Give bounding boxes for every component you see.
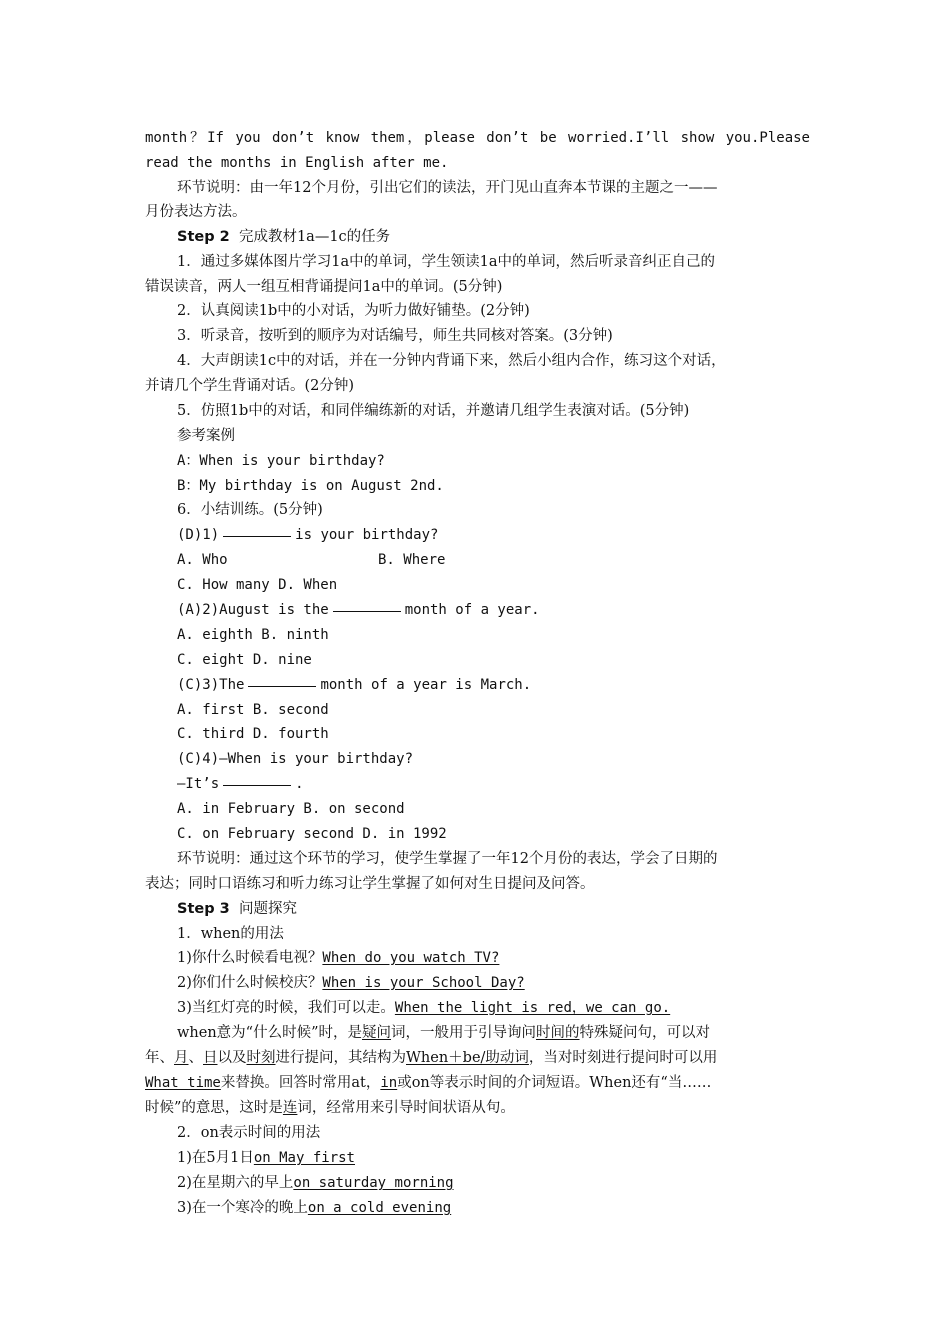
quiz-q3-options-ab: A. first B. second bbox=[177, 702, 329, 718]
quiz-q3 bbox=[177, 675, 810, 695]
note1-line-1: 环节说明：由一年12个月份，引出它们的读法，开门见山直奔本节课的主题之一—— bbox=[177, 180, 718, 196]
explain-fill: What time bbox=[145, 1075, 221, 1091]
explain-fill: in bbox=[380, 1075, 398, 1091]
explain-fill: 时刻 bbox=[246, 1050, 276, 1066]
quiz-q1-suffix: is your birthday? bbox=[295, 527, 439, 543]
when-usage-heading: 1．when的用法 bbox=[177, 926, 284, 942]
quiz-q1-option-b: B. Where bbox=[378, 552, 446, 568]
explain-text: 特殊疑问句，可以对 bbox=[579, 1025, 710, 1041]
when-explain-line-1 bbox=[177, 1023, 810, 1043]
quiz-q2-options-cd: C. eight D. nine bbox=[177, 652, 312, 668]
explain-text: when意为“什么时候”时，是 bbox=[177, 1025, 362, 1041]
task1-line-1: 1．通过多媒体图片学习1a中的单词，学生领读1a中的单词，然后听录音纠正自己的 bbox=[177, 254, 715, 270]
task6: 6．小结训练。(5分钟) bbox=[177, 502, 323, 518]
when-explain-line-4 bbox=[145, 1098, 810, 1118]
task4-line-1: 4．大声朗读1c中的对话，并在一分钟内背诵下来，然后小组内合作，练习这个对话， bbox=[177, 353, 726, 369]
explain-text: 时候”的意思，这时是 bbox=[145, 1100, 283, 1116]
quiz-q4: (C)4)—When is your birthday? bbox=[177, 751, 414, 767]
quiz-q4-options-cd: C. on February second D. in 1992 bbox=[177, 826, 447, 842]
explain-fill: 日 bbox=[203, 1050, 218, 1066]
intro-line-1: month？If you don’t know them，please don’t be worried.I’ll show you.Please bbox=[145, 130, 810, 146]
explain-text: 或on等表示时间的介词短语。When还有“当…… bbox=[397, 1075, 712, 1091]
quiz-q3-options-cd: C. third D. fourth bbox=[177, 726, 329, 742]
explain-text: 词，经常用来引导时间状语从句。 bbox=[297, 1100, 515, 1116]
on-example-1 bbox=[177, 1148, 810, 1168]
when-explain-line-3 bbox=[145, 1073, 810, 1093]
task4-line-2: 并请几个学生背诵对话。(2分钟) bbox=[145, 378, 355, 394]
when-example-2-chinese: 2)你们什么时候校庆？ bbox=[177, 975, 323, 991]
when-example-1 bbox=[177, 948, 810, 968]
explain-text: 、 bbox=[188, 1050, 203, 1066]
quiz-q4-answer bbox=[177, 774, 810, 794]
quiz-q1-option-a: A. Who bbox=[177, 552, 228, 568]
intro-line-2: read the months in English after me. bbox=[145, 155, 449, 171]
on-example-3-chinese: 3)在一个寒冷的晚上 bbox=[177, 1200, 308, 1216]
note2-line-1: 环节说明：通过这个环节的学习，使学生掌握了一年12个月份的表达，学会了日期的 bbox=[177, 851, 718, 867]
when-example-3 bbox=[177, 998, 810, 1018]
explain-text: 以及 bbox=[217, 1050, 247, 1066]
when-example-1-chinese: 1)你什么时候看电视？ bbox=[177, 950, 323, 966]
dialog-a: A：When is your birthday? bbox=[177, 453, 385, 469]
reference-label: 参考案例 bbox=[177, 428, 235, 444]
when-example-2 bbox=[177, 973, 810, 993]
explain-text: 词，一般用于引导询问 bbox=[391, 1025, 536, 1041]
on-example-2-answer: on saturday morning bbox=[293, 1175, 454, 1191]
when-example-1-answer: When do you watch TV? bbox=[322, 950, 500, 966]
quiz-q2-options-ab: A. eighth B. ninth bbox=[177, 627, 329, 643]
explain-fill: 月 bbox=[174, 1050, 189, 1066]
task2: 2．认真阅读1b中的小对话，为听力做好铺垫。(2分钟) bbox=[177, 303, 530, 319]
step2-title: Step 2 bbox=[177, 229, 230, 245]
quiz-q1-options-cd: C. How many D. When bbox=[177, 577, 338, 593]
quiz-q4-options-ab: A. in February B. on second bbox=[177, 801, 405, 817]
step2-heading bbox=[177, 227, 810, 247]
explain-text: 来替换。回答时常用at， bbox=[220, 1075, 381, 1091]
step2-subtitle: 完成教材1a—1c的任务 bbox=[238, 229, 391, 245]
on-example-3-answer: on a cold evening bbox=[307, 1200, 452, 1216]
quiz-q2-prefix: (A)2)August is the bbox=[177, 602, 329, 618]
task3: 3．听录音，按听到的顺序为对话编号，师生共同核对答案。(3分钟) bbox=[177, 328, 613, 344]
quiz-q1 bbox=[177, 525, 810, 545]
quiz-q3-suffix: month of a year is March. bbox=[320, 677, 532, 693]
task5: 5．仿照1b中的对话，和同伴编练新的对话，并邀请几组学生表演对话。(5分钟) bbox=[177, 403, 690, 419]
answer-blank bbox=[223, 784, 291, 786]
explain-text: 进行提问，其结构为 bbox=[275, 1050, 406, 1066]
explain-fill: 疑问 bbox=[362, 1025, 391, 1041]
answer-blank bbox=[223, 535, 291, 537]
explain-text: ，当对时刻进行提问时可以用 bbox=[528, 1050, 718, 1066]
quiz-q1-prefix: (D)1) bbox=[177, 527, 220, 543]
answer-blank bbox=[248, 685, 316, 687]
note2-line-2: 表达；同时口语练习和听力练习让学生掌握了如何对生日提问及问答。 bbox=[145, 876, 595, 892]
step3-heading bbox=[177, 899, 810, 919]
step3-subtitle: 问题探究 bbox=[238, 901, 297, 917]
quiz-q1-options-ab bbox=[177, 550, 810, 570]
on-example-3 bbox=[177, 1198, 810, 1218]
task1-line-2: 错误读音，两人一组互相背诵提问1a中的单词。(5分钟) bbox=[145, 279, 503, 295]
when-example-2-answer: When is your School Day? bbox=[322, 975, 525, 991]
quiz-q2 bbox=[177, 600, 810, 620]
on-example-2-chinese: 2)在星期六的早上 bbox=[177, 1175, 294, 1191]
explain-fill: 连 bbox=[282, 1100, 298, 1116]
on-example-2 bbox=[177, 1173, 810, 1193]
note1-line-2: 月份表达方法。 bbox=[145, 204, 247, 220]
step3-title: Step 3 bbox=[177, 901, 230, 917]
dialog-b: B：My birthday is on August 2nd. bbox=[177, 478, 444, 494]
quiz-q2-suffix: month of a year. bbox=[404, 602, 540, 618]
quiz-q4-answer-suffix: . bbox=[295, 776, 304, 792]
on-example-1-chinese: 1)在5月1日 bbox=[177, 1150, 254, 1166]
when-example-3-chinese: 3)当红灯亮的时候，我们可以走。 bbox=[177, 1000, 395, 1016]
on-example-1-answer: on May first bbox=[253, 1150, 355, 1166]
explain-fill: 时间的 bbox=[536, 1025, 580, 1041]
when-example-3-answer: When the light is red，we can go. bbox=[394, 1000, 671, 1016]
answer-blank bbox=[333, 610, 401, 612]
when-explain-line-2 bbox=[145, 1048, 810, 1068]
explain-fill: When＋be/助动词 bbox=[406, 1050, 529, 1066]
on-usage-heading: 2．on表示时间的用法 bbox=[177, 1125, 321, 1141]
quiz-q3-prefix: (C)3)The bbox=[177, 677, 245, 693]
quiz-q4-answer-prefix: —It’s bbox=[177, 776, 220, 792]
explain-text: 年、 bbox=[145, 1050, 174, 1066]
